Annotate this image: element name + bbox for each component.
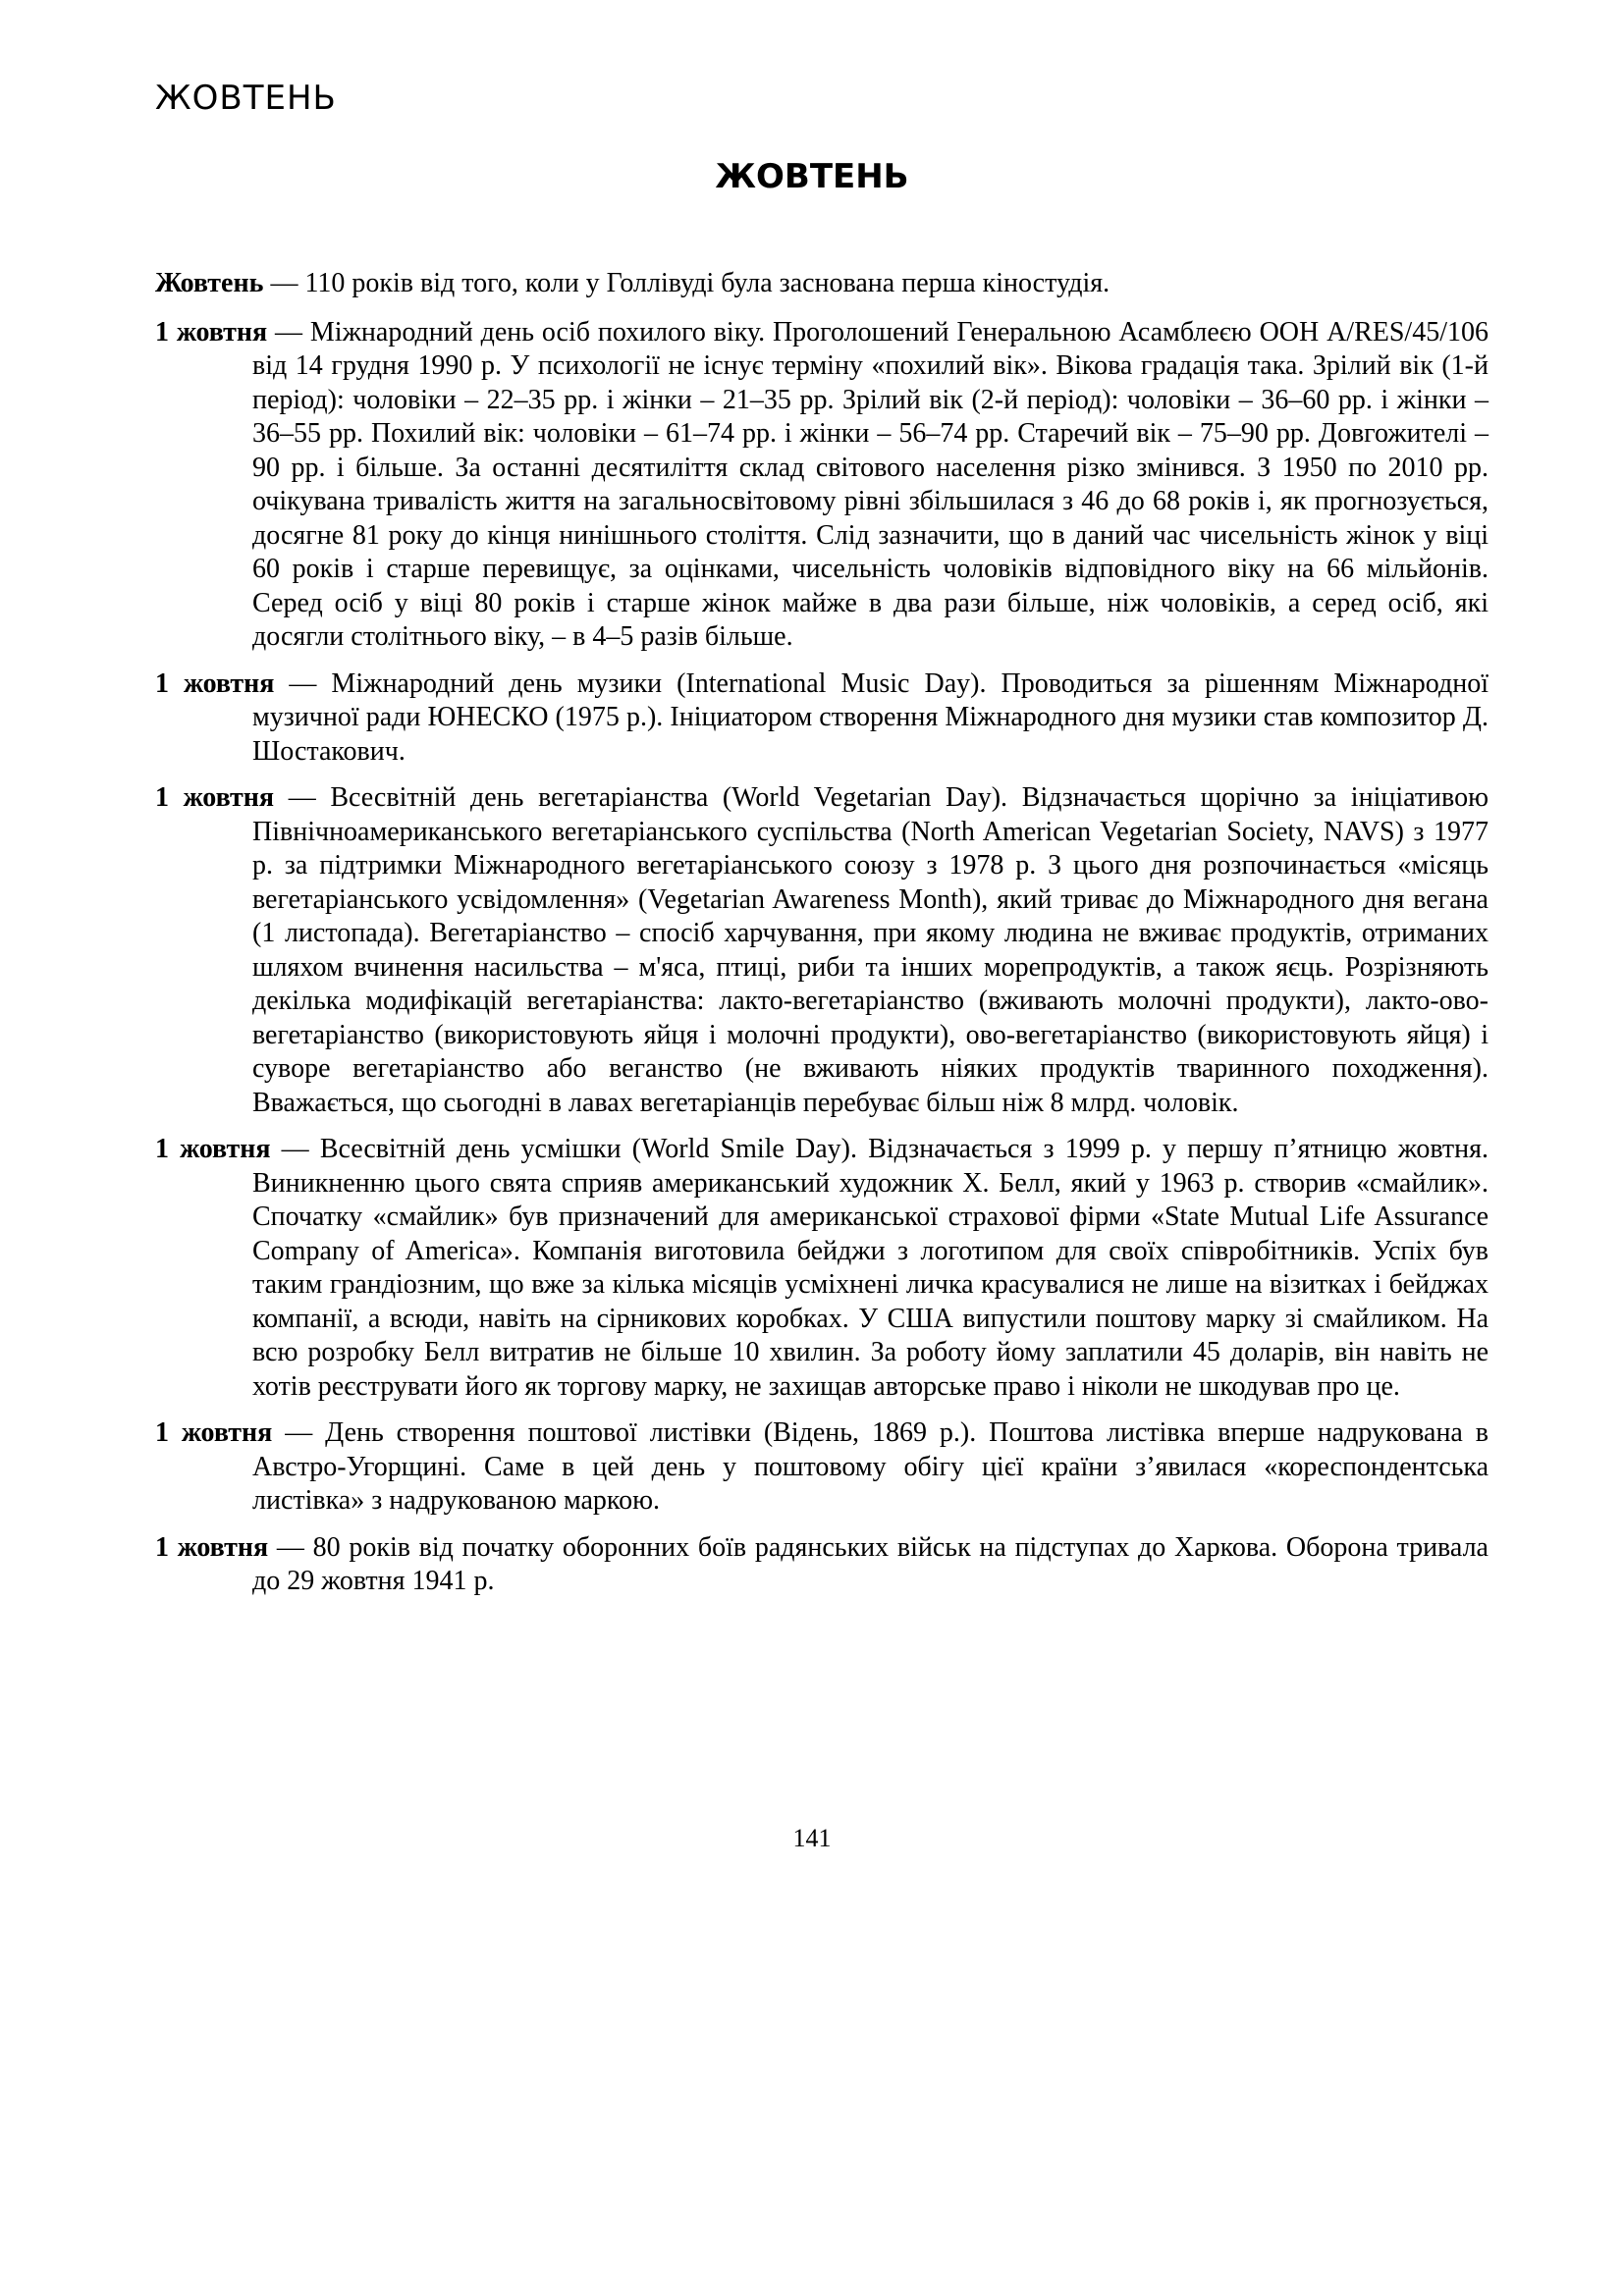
page-number: 141 <box>792 1824 832 1852</box>
main-content <box>155 267 1489 1612</box>
entry-date: 1 жовтня <box>155 1531 269 1563</box>
entry-date: 1 жовтня <box>155 1417 273 1448</box>
entry-date: 1 жовтня <box>155 782 275 813</box>
entry-kharkiv-defense <box>155 1531 1489 1599</box>
entry-text: — 80 років від початку оборонних боїв радянських військ на підступах до Харкова. Оборона тривала до 29 жовтня 1941 р. <box>252 1531 1489 1596</box>
entry-postcard-day <box>155 1416 1489 1519</box>
entry-date: 1 жовтня <box>155 316 268 347</box>
entry-text: — Міжнародний день музики (International Music Day). Проводиться за рішенням Міжнародної музичної ради ЮНЕСКО (1975 р.). Ініциатором створення Міжнародного дня музики став композитор Д. Шостакович. <box>252 667 1489 767</box>
intro-paragraph <box>155 267 1489 301</box>
entry-text: — Міжнародний день осіб похилого віку. Проголошений Генеральною Асамблеєю ООН A/RES/45/106 від 14 грудня 1990 р. У психології не існує терміну «похилий вік». Вікова градація така. Зрілий вік (1-й період): чоловіки – 22–35 рр. і жінки – 21–35 рр. Зрілий вік (2-й період): чоловіки – 36–60 рр. і жінки – 36–55 рр. Похилий вік: чоловіки – 61–74 рр. і жінки – 56–74 рр. Старечий вік – 75–90 рр. Довгожителі – 90 рр. і більше. За останні десятиліття склад світового населення різко змінився. З 1950 по 2010 рр. очікувана тривалість життя на загальносвітовому рівні збільшилася з 46 до 68 років і, як прогнозується, досягне 81 року до кінця нинішнього століття. Слід зазначити, що в даний час чисельність жінок у віці 60 років і старше перевищує, за оцінками, чисельність чоловіків відповідного віку на 66 мільйонів. Серед осіб у віці 80 років і старше жінок майже в два рази більше, ніж чоловіків, а серед осіб, які досягли столітнього віку, – в 4–5 разів більше. <box>252 316 1489 652</box>
entry-date: 1 жовтня <box>155 667 275 699</box>
entry-smile-day <box>155 1133 1489 1404</box>
page-title: ЖОВТЕНЬ <box>715 157 909 196</box>
entry-vegetarian-day <box>155 781 1489 1120</box>
intro-term: Жовтень <box>155 268 264 298</box>
intro-text: — 110 років від того, коли у Голлівуді була заснована перша кіностудія. <box>263 268 1110 298</box>
entry-date: 1 жовтня <box>155 1134 271 1164</box>
entry-text: — День створення поштової листівки (Відень, 1869 р.). Поштова листівка вперше надрукована в Австро-Угорщині. Саме в цей день у поштовому обігу цієї країни з’явилася «кореспондентська листівка» з надрукованою маркою. <box>252 1417 1489 1516</box>
entry-elderly-day <box>155 316 1489 655</box>
entry-music-day <box>155 667 1489 770</box>
running-header: ЖОВТЕНЬ <box>155 79 337 118</box>
entry-text: — Всесвітній день вегетаріанства (World Vegetarian Day). Відзначається щорічно за ініціативою Північноамериканського вегетаріанського суспільства (North American Vegetarian Society, NAVS) з 1977 р. за підтримки Міжнародного вегетаріанського союзу з 1978 р. З цього дня розпочинається «місяць вегетаріанського усвідомлення» (Vegetarian Awareness Month), який триває до Міжнародного дня вегана (1 листопада). Вегетаріанство – спосіб харчування, при якому людина не вживає продуктів, отриманих шляхом вчинення насильства – м'яса, птиці, риби та інших морепродуктів, а також яєць. Розрізняють декілька модифікацій вегетаріанства: лакто-вегетаріанство (вживають молочні продукти), лакто-ово-вегетаріанство (використовують яйця і молочні продукти), ово-вегетаріанство (використовують яйця) і суворе вегетаріанство або веганство (не вживають ніяких продуктів тваринного походження). Вважається, що сьогодні в лавах вегетаріанців перебуває більш ніж 8 млрд. чоловік. <box>252 782 1489 1118</box>
entry-text: — Всесвітній день усмішки (World Smile Day). Відзначається з 1999 р. у першу п’ятницю жовтня. Виникненню цього свята сприяв американський художник Х. Белл, який у 1963 р. створив «смайлик». Спочатку «смайлик» був призначений для американської страхової фірми «State Mutual Life Assurance Company of America». Компанія виготовила бейджи з логотипом для своїх співробітників. Успіх був таким грандіозним, що вже за кілька місяців усміхнені личка красувалися не лише на візитках і бейджах компанії, а всюди, навіть на сірникових коробках. У США випустили поштову марку зі смайликом. На всю розробку Белл витратив не більше 10 хвилин. За роботу йому заплатили 45 доларів, він навіть не хотів реєструвати його як торгову марку, не захищав авторське право і ніколи не шкодував про це. <box>252 1134 1489 1402</box>
